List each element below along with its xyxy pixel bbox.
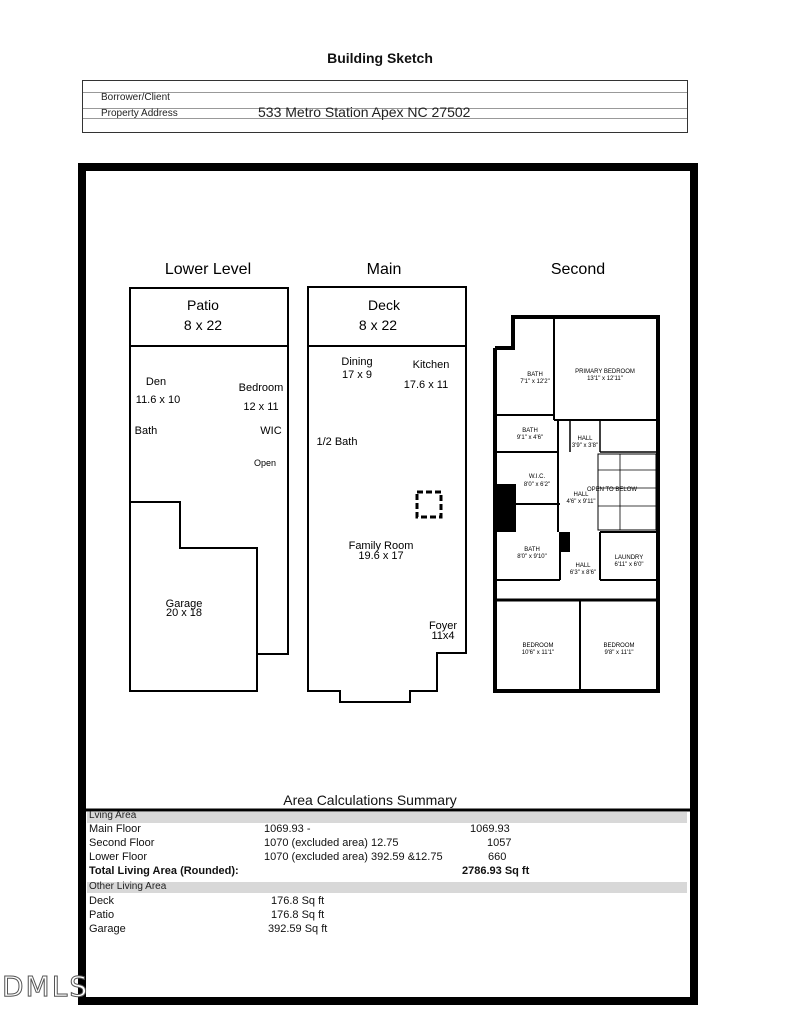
lower-bedroom-label: Bedroom	[238, 382, 284, 394]
address-label: Property Address	[101, 108, 178, 119]
other-row-deck-name: Deck	[89, 895, 115, 907]
wic-label: W.I.C.	[528, 474, 546, 480]
second-bath3-size: 8'0" x 9'10"	[517, 554, 547, 560]
watermark-logo: DMLS	[2, 970, 90, 1003]
living-area-band	[87, 812, 687, 823]
lower-level-plan	[130, 288, 288, 691]
summary-row-second-name: Second Floor	[89, 837, 155, 849]
other-row-patio-name: Patio	[89, 909, 115, 921]
family-room-label: Family Room	[348, 540, 414, 552]
summary-row-lower-total: 660	[488, 851, 507, 863]
laundry-size: 6'11" x 6'0"	[614, 562, 644, 568]
main-heading: Main	[366, 261, 402, 278]
deck-label: Deck	[368, 297, 400, 313]
total-living-label: Total Living Area (Rounded):	[89, 865, 239, 877]
lower-bath-label: Bath	[134, 425, 158, 437]
lower-level-heading: Lower Level	[164, 261, 252, 278]
lower-wic-label: WIC	[260, 425, 282, 437]
open-to-below-label: OPEN TO BELOW	[586, 487, 638, 493]
summary-row-lower-calc: 1070 (excluded area) 392.59 &12.75	[264, 851, 443, 863]
summary-row-second-calc: 1070 (excluded area) 12.75	[264, 837, 399, 849]
total-living-value: 2786.93 Sq ft	[462, 865, 530, 877]
hall3-size: 6'3" x 8'6"	[569, 570, 597, 576]
summary-row-second-total: 1057	[487, 837, 512, 849]
hall2-label: HALL	[573, 492, 589, 498]
summary-title: Area Calculations Summary	[283, 792, 457, 808]
second-heading: Second	[550, 261, 606, 278]
deck-size: 8 x 22	[358, 317, 398, 333]
garage-label: Garage	[165, 598, 203, 610]
hall1-label: HALL	[577, 436, 593, 442]
wic-size: 8'0" x 6'2"	[523, 482, 551, 488]
summary-row-main-total: 1069.93	[470, 823, 510, 835]
living-area-label: Lving Area	[89, 810, 137, 821]
hall3-label: HALL	[575, 563, 591, 569]
lower-open-label: Open	[253, 458, 277, 468]
garage-size: 20 x 18	[165, 607, 203, 619]
closet-block	[496, 484, 516, 532]
wall-block	[560, 532, 570, 552]
patio-size: 8 x 22	[183, 317, 223, 333]
den-size: 11.6 x 10	[135, 394, 181, 406]
address-value: 533 Metro Station Apex NC 27502	[258, 104, 471, 120]
kitchen-size: 17.6 x 11	[403, 379, 449, 391]
other-area-band	[87, 882, 687, 893]
bedroom1-size: 10'6" x 11'1"	[521, 650, 555, 656]
hall2-size: 4'6" x 9'11"	[566, 499, 596, 505]
family-room-size: 19.6 x 17	[358, 550, 404, 562]
second-bath2-label: BATH	[522, 428, 538, 434]
second-bath3-label: BATH	[524, 547, 540, 553]
second-bath1-size: 7'1" x 12'2"	[520, 379, 550, 385]
other-area-label: Other Living Area	[89, 881, 167, 892]
lower-bedroom-size: 12 x 11	[243, 401, 279, 413]
primary-bedroom-label: PRIMARY BEDROOM	[575, 369, 635, 375]
other-row-deck-value: 176.8 Sq ft	[271, 895, 325, 907]
primary-bedroom-size: 13'1" x 12'11"	[587, 376, 623, 382]
kitchen-label: Kitchen	[412, 359, 450, 371]
summary-row-main-name: Main Floor	[89, 823, 141, 835]
bedroom1-label: BEDROOM	[522, 643, 554, 649]
summary-row-lower-name: Lower Floor	[89, 851, 148, 863]
laundry-label: LAUNDRY	[614, 555, 644, 561]
foyer-size: 11x4	[431, 630, 455, 642]
dining-size: 17 x 9	[342, 369, 372, 381]
page-title: Building Sketch	[327, 50, 433, 66]
bedroom2-size: 9'8" x 11'1"	[604, 650, 634, 656]
other-row-garage-name: Garage	[89, 923, 126, 935]
patio-label: Patio	[187, 297, 219, 313]
second-bath2-size: 9'1" x 4'6"	[516, 435, 544, 441]
second-bath1-label: BATH	[527, 372, 543, 378]
bedroom2-label: BEDROOM	[603, 643, 635, 649]
hall1-size: 3'9" x 3'8"	[571, 443, 599, 449]
summary-row-main-calc: 1069.93 -	[264, 823, 311, 835]
den-label: Den	[145, 376, 167, 388]
other-row-patio-value: 176.8 Sq ft	[271, 909, 325, 921]
dining-label: Dining	[341, 356, 373, 368]
half-bath-label: 1/2 Bath	[316, 436, 358, 448]
foyer-label: Foyer	[428, 620, 458, 632]
other-row-garage-value: 392.59 Sq ft	[268, 923, 328, 935]
borrower-label: Borrower/Client	[101, 92, 170, 103]
